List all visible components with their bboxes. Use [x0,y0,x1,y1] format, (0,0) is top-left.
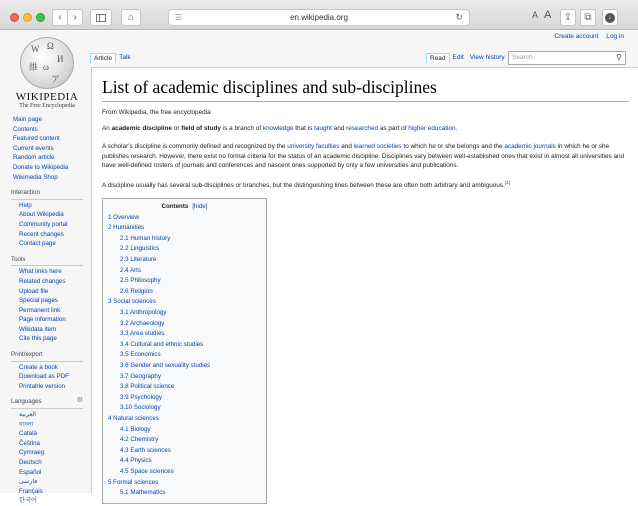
font-smaller-button[interactable]: A [532,10,539,20]
toc-item[interactable]: 4.5 Space sciences [120,467,174,475]
sidebar-item-random-article[interactable]: Random article [13,154,55,162]
link-taught[interactable]: taught [314,125,332,132]
share-icon: ⇪ [563,12,573,23]
sidebar-item-recent-changes[interactable]: Recent changes [19,230,64,238]
chevron-right-icon: › [73,12,77,23]
tagline: The Free Encyclopedia [19,103,75,109]
language-link[interactable]: Čeština [19,439,40,447]
puzzle-globe-icon: W Ω И 維 ω ア [20,37,74,89]
toc-item[interactable]: 4.3 Earth sciences [120,446,171,454]
wikipedia-logo[interactable] [14,37,80,109]
text: and [331,125,347,132]
sidebar-item-related-changes[interactable]: Related changes [19,277,66,285]
tab-article[interactable]: Article [90,53,116,63]
sidebar-item-main-page[interactable]: Main page [13,116,42,123]
toc-item[interactable]: 4.4 Physics [120,457,152,465]
portal-heading: Interaction [11,188,83,200]
toc-item[interactable]: 2 Humanities [108,224,145,232]
reload-icon[interactable]: ↻ [455,12,463,22]
back-button[interactable] [52,9,68,26]
wikipedia-page [0,31,638,505]
search-input[interactable] [508,51,626,65]
reference-link[interactable]: [1] [504,181,511,187]
text: is a branch of [220,125,263,132]
view-tabs [426,53,508,63]
forward-button[interactable] [67,9,83,26]
tab-edit[interactable]: Edit [452,54,464,61]
text: and [339,142,354,150]
link-higher-education[interactable]: higher education [408,125,456,132]
paragraph [102,179,629,191]
toc-item[interactable]: 2.3 Literature [120,256,157,264]
site-subtitle: From Wikipedia, the free encyclopedia [102,109,211,116]
toc-heading: Contents [161,203,189,211]
article-content [91,67,638,497]
zoom-window-button[interactable] [36,13,45,22]
toc-item[interactable]: 4.2 Chemistry [120,436,159,444]
toc-item[interactable]: 2.4 Arts [120,266,141,274]
url-text: en.wikipedia.org [290,13,348,22]
sidebar-item-help[interactable]: Help [19,201,32,209]
text: An [102,125,112,132]
toc-item[interactable]: 3.9 Psychology [120,393,162,401]
text: to which he or she belongs and the [401,142,505,150]
text: A discipline usually has several sub-disciplines or branches, but the distinguishing lines between these are often both arbitrary and ambiguous. [102,182,505,190]
font-larger-button[interactable]: A [544,9,552,21]
text: in which he or she publishes research. However, there exist no formal criteria for the status of an academic discipline. Disciplines vary between well-established ones that exist in almost all universities and have well-defined rosters of journals and conferences and nascent ones supported by only a few universities and publications. [102,142,625,170]
address-bar[interactable] [168,9,470,26]
chevron-left-icon: ‹ [58,12,62,23]
text: that is [293,125,315,132]
sidebar-item-special-pages[interactable]: Special pages [19,297,58,305]
tab-read[interactable]: Read [426,53,450,63]
language-link[interactable]: Français [19,487,43,495]
bold-term: field of study [181,125,221,132]
toc-item[interactable]: 3 Social sciences [108,298,156,306]
intro-paragraph [102,124,629,134]
table-of-contents [102,198,267,504]
link-researched[interactable]: researched [346,125,379,132]
wordmark: WIKIPEDIA [15,91,79,103]
sidebar-item-about[interactable]: About Wikipedia [19,211,64,219]
sidebar-main-nav [0,115,92,182]
portal-heading: Print/export [11,350,83,362]
text: . [455,125,458,132]
language-link[interactable]: 한국어 [19,497,37,505]
toc-item[interactable]: 3.10 Sociology [120,404,161,412]
sidebar-item-contact[interactable]: Contact page [19,240,56,248]
sidebar-item-shop[interactable]: Wikimedia Shop [13,173,58,181]
home-button[interactable] [121,9,141,26]
toc-item[interactable]: 2.1 Human history [120,234,171,242]
page-menu-icon: ☰ [175,13,183,22]
create-account-link[interactable]: Create account [554,33,599,40]
language-link[interactable]: العربية [19,411,36,419]
link-academic-journals[interactable]: academic journals [504,142,556,150]
personal-tools [548,33,624,40]
portal-languages [0,397,92,506]
toc-item[interactable]: 3.7 Geography [120,372,161,380]
home-icon: ⌂ [127,12,135,23]
sidebar-item-donate[interactable]: Donate to Wikipedia [13,163,69,171]
sidebar-item-wikidata-item[interactable]: Wikidata item [19,325,57,333]
toc-list [108,213,261,499]
toc-item[interactable]: 3.3 Area studies [120,330,165,338]
paragraph [102,142,629,171]
sidebar-item-upload-file[interactable]: Upload file [19,287,49,295]
sidebar-item-page-information[interactable]: Page information [19,316,66,324]
portal-interaction [0,188,92,249]
page-title: List of academic disciplines and sub-disciplines [102,77,629,102]
sidebar-item-create-book[interactable]: Create a book [19,363,58,371]
toc-item[interactable]: 3.5 Economics [120,351,161,359]
toc-item[interactable]: 3.1 Anthropology [120,309,167,317]
tab-talk[interactable]: Talk [119,54,131,61]
toc-item[interactable]: 3.4 Cultural and ethnic studies [120,340,204,348]
sidebar-item-printable-version[interactable]: Printable version [19,382,66,390]
toc-title [108,202,261,213]
namespace-tabs [90,53,134,63]
portal-tools [0,255,92,344]
sidebar-item-download-pdf[interactable]: Download as PDF [19,373,69,381]
sidebar-item-contents[interactable]: Contents [13,125,38,133]
language-link[interactable]: Español [19,468,42,476]
downloads-button[interactable] [602,9,618,26]
sidebar-item-featured-content[interactable]: Featured content [13,135,60,143]
close-window-button[interactable] [10,13,19,22]
toc-item[interactable]: 2.6 Religion [120,287,153,295]
toc-item[interactable]: 5.1 Mathematics [120,489,166,497]
link-knowledge[interactable]: knowledge [262,125,294,132]
sidebar-item-community-portal[interactable]: Community portal [19,220,68,228]
tab-view-history[interactable]: View history [469,54,505,61]
sidebar-icon [96,14,106,22]
toc-item[interactable]: 2.5 Philosophy [120,277,161,285]
toc-item[interactable]: 4 Natural sciences [108,414,159,422]
toc-hide-link[interactable]: [hide] [192,203,208,211]
toc-item[interactable]: 3.8 Political science [120,383,175,391]
toc-item[interactable]: 4.1 Biology [120,425,151,433]
bold-term: academic discipline [111,125,172,132]
languages-heading: Languages [11,398,42,406]
language-link[interactable]: فارسی [19,478,38,486]
language-link[interactable]: Cymraeg [19,449,45,457]
portal-heading: Tools [11,255,83,267]
search-placeholder: Search [512,54,533,61]
toc-item[interactable]: 2.2 Linguistics [120,245,160,253]
toc-item[interactable]: 5 Formal sciences [108,478,159,486]
link-university-faculties[interactable]: university faculties [287,142,340,150]
sidebar-item-current-events[interactable]: Current events [13,144,54,152]
sidebar-item-permanent-link[interactable]: Permanent link [19,306,61,314]
browser-toolbar [0,0,638,30]
tabs-icon: ⧉ [584,12,592,23]
text: A scholar's discipline is commonly defined and recognized by the [102,142,288,150]
toc-item[interactable]: 1 Overview [108,213,139,221]
gear-icon[interactable]: ⚙ [76,397,83,405]
tabs-button[interactable] [580,9,596,26]
search-icon[interactable]: ⚲ [616,53,622,62]
download-icon: ↓ [605,13,615,23]
language-link[interactable]: Català [19,430,37,438]
sidebar-toggle-button[interactable] [90,9,112,26]
language-link[interactable]: Deutsch [19,459,42,466]
text: as part of [378,125,409,132]
toc-item[interactable]: 3.2 Archaeology [120,319,165,327]
sidebar [0,115,92,506]
link-learned-societies[interactable]: learned societies [353,142,402,150]
minimize-window-button[interactable] [23,13,32,22]
sidebar-item-what-links-here[interactable]: What links here [19,268,62,276]
portal-heading [11,397,83,409]
toc-item[interactable]: 3.6 Gender and sexuality studies [120,362,211,370]
sidebar-item-cite-page[interactable]: Cite this page [19,335,57,343]
log-in-link[interactable]: Log in [606,33,624,40]
portal-print-export [0,350,92,391]
share-button[interactable] [560,9,576,26]
language-link[interactable]: বাংলা [19,420,34,428]
text: or [171,125,182,132]
